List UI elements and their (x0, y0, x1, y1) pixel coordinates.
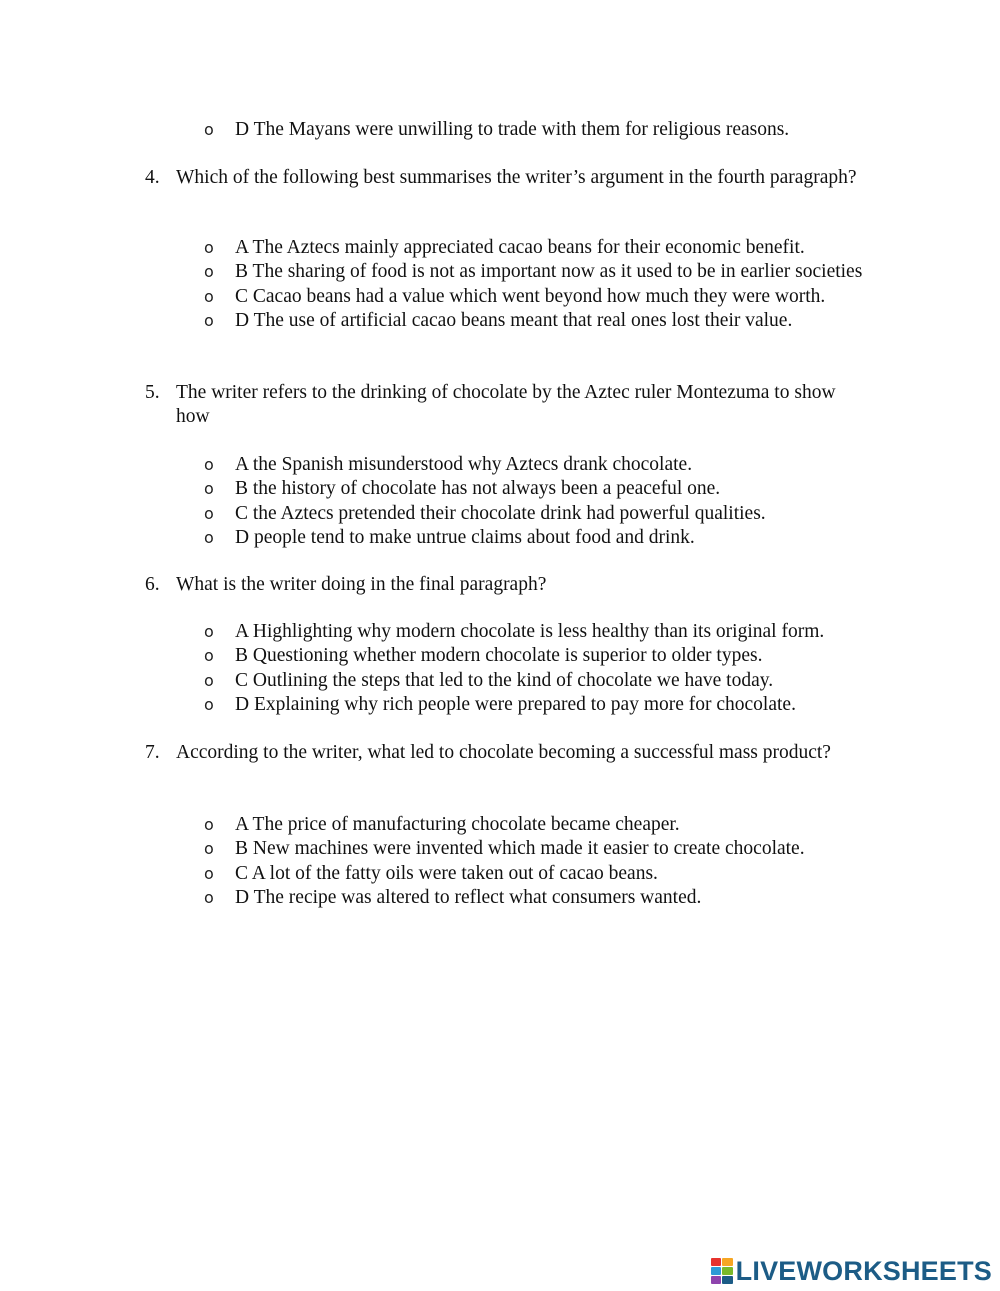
question-7 (145, 741, 865, 765)
option-prev-d[interactable] (204, 118, 904, 142)
option-text: B The sharing of food is not as important now as it used to be in earlier societies (235, 261, 863, 283)
question-number: 6. (145, 574, 160, 595)
question-text: The writer refers to the drinking of chocolate by the Aztec ruler Montezuma to show how (176, 382, 836, 428)
option-text: D Explaining why rich people were prepared to pay more for chocolate. (235, 694, 796, 716)
question-number: 5. (145, 382, 160, 403)
option-text: A The Aztecs mainly appreciated cacao beans for their economic benefit. (235, 237, 805, 258)
question-6 (145, 573, 865, 597)
question-5 (145, 381, 865, 430)
option-text: D The Mayans were unwilling to trade with them for religious reasons. (235, 119, 790, 140)
option-text: B Questioning whether modern chocolate is superior to older types. (235, 645, 763, 667)
logo-block (722, 1276, 733, 1284)
logo-mark-icon (711, 1258, 733, 1284)
option-6a[interactable] (204, 620, 904, 644)
logo-block (722, 1267, 733, 1275)
option-text: D people tend to make untrue claims about food and drink. (235, 527, 695, 549)
option-4d[interactable] (204, 309, 904, 333)
option-5c[interactable] (204, 502, 904, 526)
option-5b[interactable] (204, 477, 904, 501)
radio-bullet-icon: o (204, 120, 214, 139)
logo-block (711, 1267, 722, 1275)
radio-bullet-icon: o (204, 622, 214, 641)
prev-question-options (204, 118, 904, 142)
option-5a[interactable] (204, 453, 904, 477)
radio-bullet-icon: o (204, 238, 214, 257)
option-7c[interactable] (204, 862, 904, 886)
option-6b[interactable] (204, 644, 904, 668)
radio-bullet-icon: o (204, 262, 214, 282)
question-4 (145, 166, 865, 190)
option-text: A the Spanish misunderstood why Aztecs drank chocolate. (235, 454, 693, 475)
option-text: A Highlighting why modern chocolate is less healthy than its original form. (235, 621, 825, 642)
radio-bullet-icon: o (204, 311, 214, 331)
option-text: B the history of chocolate has not always been a peaceful one. (235, 478, 721, 500)
radio-bullet-icon: o (204, 503, 214, 523)
radio-bullet-icon: o (204, 286, 214, 306)
question-text: According to the writer, what led to chocolate becoming a successful mass product? (176, 742, 831, 763)
option-4a[interactable] (204, 236, 904, 260)
radio-bullet-icon: o (204, 455, 214, 474)
liveworksheets-logo (711, 1255, 992, 1287)
radio-bullet-icon: o (204, 695, 214, 715)
radio-bullet-icon: o (204, 670, 214, 690)
option-7b[interactable] (204, 837, 904, 861)
option-text: D The recipe was altered to reflect what consumers wanted. (235, 887, 702, 909)
radio-bullet-icon: o (204, 839, 214, 859)
option-text: C Outlining the steps that led to the kind of chocolate we have today. (235, 669, 774, 691)
radio-bullet-icon: o (204, 888, 214, 908)
radio-bullet-icon: o (204, 646, 214, 666)
radio-bullet-icon: o (204, 815, 214, 834)
question-text: Which of the following best summarises the writer’s argument in the fourth paragraph? (176, 167, 857, 188)
logo-block (711, 1276, 722, 1284)
question-7-options (204, 813, 904, 911)
option-text: C A lot of the fatty oils were taken out of cacao beans. (235, 862, 658, 884)
question-5-options (204, 453, 904, 551)
radio-bullet-icon: o (204, 863, 214, 883)
option-7a[interactable] (204, 813, 904, 837)
option-text: C the Aztecs pretended their chocolate drink had powerful qualities. (235, 502, 766, 524)
option-6d[interactable] (204, 693, 904, 717)
option-5d[interactable] (204, 526, 904, 550)
option-text: C Cacao beans had a value which went beyond how much they were worth. (235, 285, 826, 307)
logo-text: LIVEWORKSHEETS (735, 1255, 992, 1286)
option-4c[interactable] (204, 285, 904, 309)
question-6-options (204, 620, 904, 718)
logo-block (711, 1258, 722, 1266)
option-4b[interactable] (204, 260, 875, 284)
option-text: A The price of manufacturing chocolate became cheaper. (235, 814, 680, 835)
question-4-options (204, 236, 904, 334)
logo-block (722, 1258, 733, 1266)
question-text: What is the writer doing in the final paragraph? (176, 574, 547, 595)
question-number: 4. (145, 167, 160, 188)
option-7d[interactable] (204, 886, 904, 910)
option-text: D The use of artificial cacao beans meant that real ones lost their value. (235, 310, 793, 332)
radio-bullet-icon: o (204, 479, 214, 499)
option-text: B New machines were invented which made it easier to create chocolate. (235, 838, 805, 860)
question-number: 7. (145, 742, 160, 763)
radio-bullet-icon: o (204, 528, 214, 548)
option-6c[interactable] (204, 669, 904, 693)
